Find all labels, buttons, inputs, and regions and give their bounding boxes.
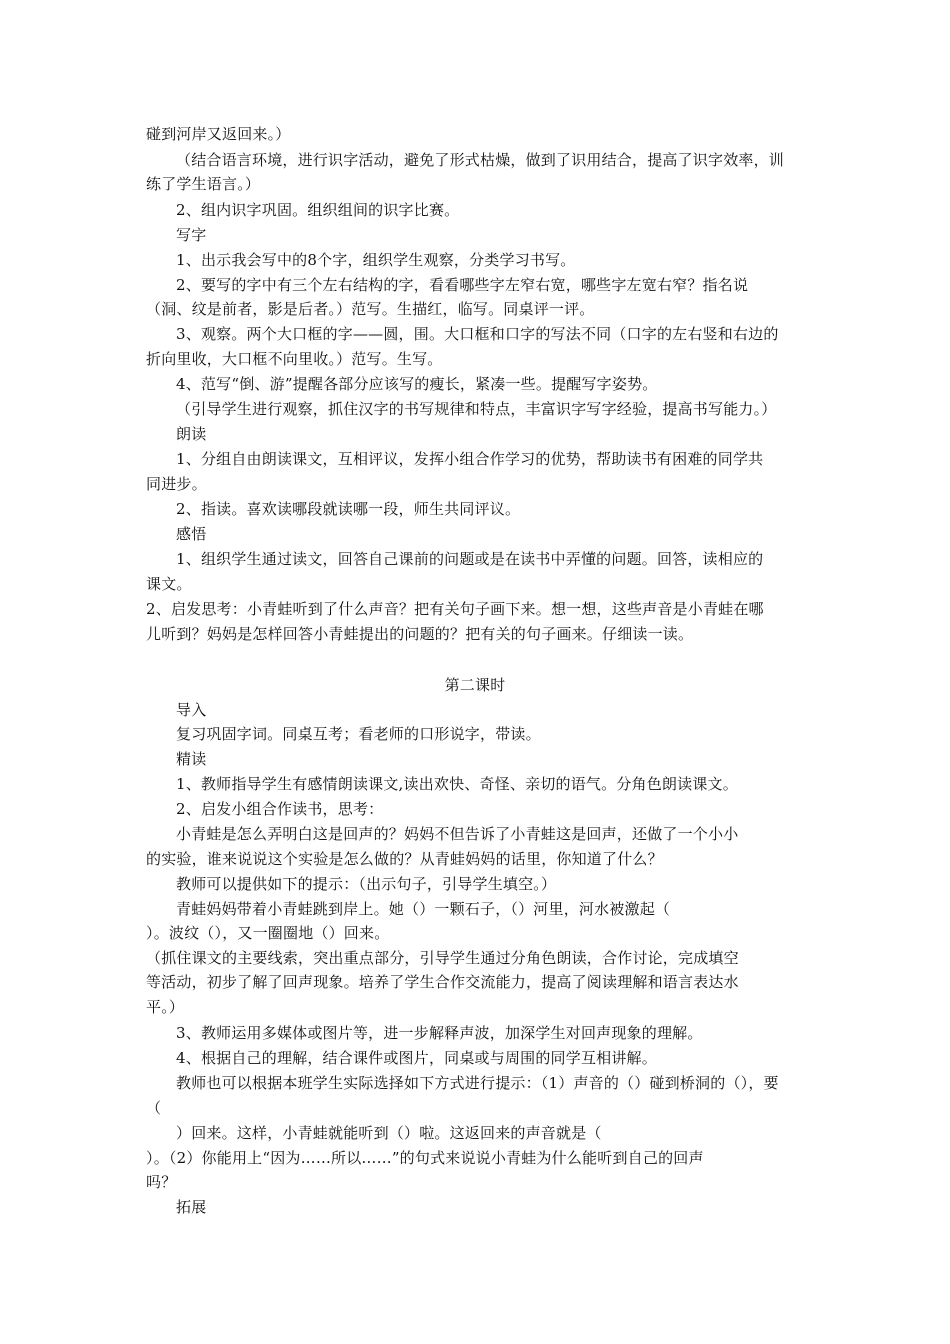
text-line: 1、教师指导学生有感情朗读课文,读出欢快、奇怪、亲切的语气。分角色朗读课文。 — [176, 775, 738, 793]
text-line: 2、启发思考：小青蛙听到了什么声音？把有关句子画下来。想一想，这些声音是小青蛙在哪 — [146, 600, 764, 618]
text-line: 2、指读。喜欢读哪段就读哪一段，师生共同评议。 — [176, 500, 521, 518]
text-line: 等活动，初步了解了回声现象。培养了学生合作交流能力，提高了阅读理解和语言表达水 — [146, 973, 739, 991]
section-heading: 感悟 — [176, 525, 207, 543]
text-line: 2、要写的字中有三个左右结构的字，看看哪些字左窄右宽，哪些字左宽右窄？指名说 — [176, 276, 749, 294]
text-line: 练了学生语言。） — [146, 175, 261, 193]
text-line: 4、范写“倒、游”提醒各部分应该写的瘦长，紧凑一些。提醒写字姿势。 — [176, 375, 658, 393]
text-line: 折向里收，大口框不向里收。）范写。生写。 — [146, 350, 443, 368]
text-line: ）。波纹（），又一圈圈地（）回来。 — [146, 924, 390, 942]
text-line: 教师可以提供如下的提示：（出示句子，引导学生填空。） — [176, 875, 557, 893]
text-line: 的实验，谁来说说这个实验是怎么做的？从青蛙妈妈的话里，你知道了什么？ — [146, 850, 663, 868]
text-line: 1、分组自由朗读课文，互相评议，发挥小组合作学习的优势，帮助读书有困难的同学共 — [176, 450, 764, 468]
text-line: 碰到河岸又返回来。） — [146, 125, 291, 143]
text-line: 儿听到？妈妈是怎样回答小青蛙提出的问题的？把有关的句子画来。仔细读一读。 — [146, 625, 694, 643]
section-heading: 拓展 — [176, 1198, 207, 1216]
text-line: 1、组织学生通过读文，回答自己课前的问题或是在读书中弄懂的问题。回答，读相应的 — [176, 550, 764, 568]
text-line: （结合语言环境，进行识字活动，避免了形式枯燥，做到了识用结合，提高了识字效率，训 — [176, 151, 785, 169]
text-line: 2、启发小组合作读书，思考： — [176, 800, 384, 818]
lesson-title: 第二课时 — [444, 676, 506, 694]
section-heading: 朗读 — [176, 425, 207, 443]
text-line: 3、观察。两个大口框的字——圆，围。大口框和口字的写法不同（口字的左右竖和右边的 — [176, 325, 779, 343]
text-line: （抓住课文的主要线索，突出重点部分，引导学生通过分角色朗读，合作讨论，完成填空 — [146, 949, 739, 967]
text-line: ）回来。这样，小青蛙就能听到（）啦。这返回来的声音就是（ — [176, 1124, 602, 1142]
text-line: 4、根据自己的理解，结合课件或图片，同桌或与周围的同学互相讲解。 — [176, 1049, 657, 1067]
text-line: 复习巩固字词。同桌互考；看老师的口形说字，带读。 — [176, 725, 541, 743]
text-line: 3、教师运用多媒体或图片等，进一步解释声波，加深学生对回声现象的理解。 — [176, 1024, 703, 1042]
text-line: 吗？ — [146, 1173, 177, 1191]
text-line: 小青蛙是怎么弄明白这是回声的？妈妈不但告诉了小青蛙这是回声，还做了一个小小 — [176, 825, 739, 843]
text-line: （洞、纹是前者，影是后者。）范写。生描红，临写。同桌评一评。 — [146, 300, 595, 318]
text-line: 平。） — [146, 998, 185, 1016]
text-line: 课文。 — [146, 575, 192, 593]
section-heading: 导入 — [176, 701, 207, 719]
text-line: 同进步。 — [146, 475, 207, 493]
text-line: （ — [146, 1099, 162, 1117]
section-heading: 精读 — [176, 750, 207, 768]
text-line: ）。（2）你能用上“因为……所以……”的句式来说说小青蛙为什么能听到自己的回声 — [146, 1149, 704, 1167]
text-line: 1、出示我会写中的8个字，组织学生观察，分类学习书写。 — [176, 251, 576, 269]
text-line: 教师也可以根据本班学生实际选择如下方式进行提示：（1）声音的（）碰到桥洞的（），要 — [176, 1074, 779, 1092]
section-heading: 写字 — [176, 226, 207, 244]
text-line: （引导学生进行观察，抓住汉字的书写规律和特点，丰富识字写字经验，提高书写能力。） — [176, 400, 777, 418]
text-line: 青蛙妈妈带着小青蛙跳到岸上。她（）一颗石子，（）河里，河水被激起（ — [176, 900, 671, 918]
text-line: 2、组内识字巩固。组织组间的识字比赛。 — [176, 201, 460, 219]
